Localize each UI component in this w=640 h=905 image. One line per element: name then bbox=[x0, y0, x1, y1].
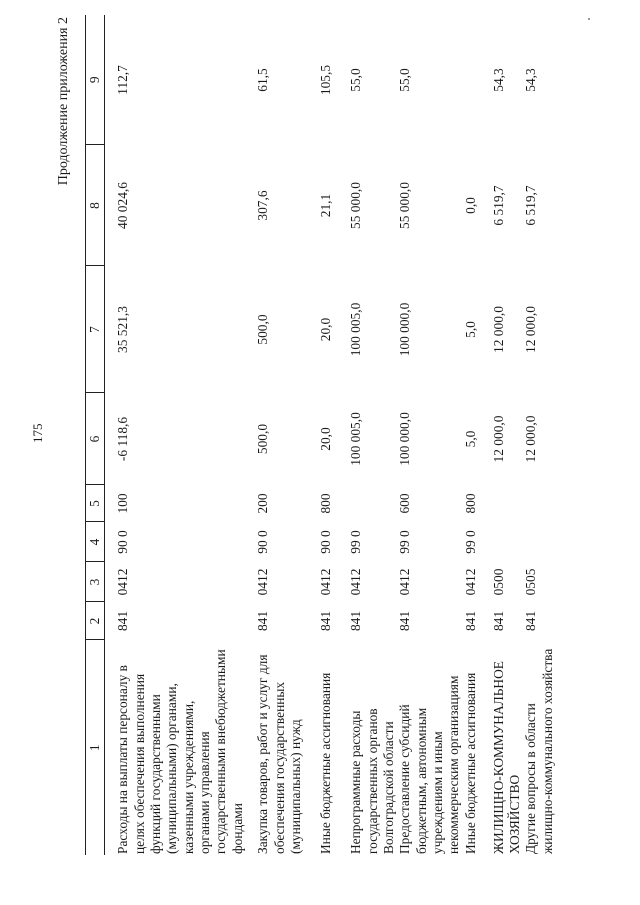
cell-col3: 0500 bbox=[490, 568, 506, 596]
cell-col6: 5,0 bbox=[462, 430, 478, 448]
row-name: Расходы на выплаты персоналу в целях обеспечения выполнения функций государственными (муниципальными) органами, казенными учреждениями, органами управления государственными внебюджетными фондами bbox=[115, 649, 245, 854]
budget-table bbox=[85, 15, 563, 855]
cell-col7: 12 000,0 bbox=[490, 306, 506, 353]
cell-col5: 100 bbox=[115, 493, 131, 514]
cell-col3: 0412 bbox=[318, 568, 334, 596]
cell-col8: 307,6 bbox=[255, 190, 271, 221]
cell-col9: 54,3 bbox=[490, 68, 506, 92]
cell-col3: 0412 bbox=[115, 568, 131, 596]
cell-col5: 200 bbox=[255, 493, 271, 514]
cell-col4 bbox=[523, 522, 563, 562]
cell-col9: 55,0 bbox=[397, 68, 413, 92]
cell-col2: 841 bbox=[255, 610, 271, 632]
cell-col6: 12 000,0 bbox=[490, 415, 506, 463]
cell-col8: 21,1 bbox=[318, 193, 334, 218]
cell-col2: 841 bbox=[397, 610, 413, 632]
cell-col7: 100 000,0 bbox=[397, 302, 413, 357]
table-row bbox=[348, 15, 397, 855]
cell-col7: 5,0 bbox=[462, 321, 478, 338]
cell-col9 bbox=[463, 15, 491, 145]
row-name: Непрограммные расходы государственных органов Волгоградской области bbox=[348, 708, 397, 854]
cell-col8: 0,0 bbox=[462, 197, 478, 214]
header-row bbox=[86, 15, 105, 855]
cell-col8: 55 000,0 bbox=[397, 182, 413, 229]
table-row bbox=[463, 15, 491, 855]
cell-col3: 0412 bbox=[397, 568, 413, 596]
cell-col4: 99 0 bbox=[397, 530, 413, 554]
cell-col6: 100 000,0 bbox=[397, 412, 413, 466]
cell-col9: 105,5 bbox=[318, 64, 334, 96]
cell-col8: 55 000,0 bbox=[348, 182, 364, 229]
cell-col2: 841 bbox=[115, 610, 131, 632]
col-header-3: 3 bbox=[86, 562, 105, 602]
col-header-9: 9 bbox=[86, 15, 105, 145]
cell-col2: 841 bbox=[348, 610, 364, 632]
cell-col7: 100 005,0 bbox=[348, 302, 364, 357]
cell-col4: 90 0 bbox=[115, 530, 131, 554]
col-header-2: 2 bbox=[86, 602, 105, 640]
col-header-8: 8 bbox=[86, 145, 105, 266]
cell-col7: 20,0 bbox=[318, 317, 334, 342]
cell-col2: 841 bbox=[490, 610, 506, 632]
cell-col5 bbox=[348, 485, 397, 522]
cell-col6: 12 000,0 bbox=[523, 415, 539, 463]
cell-col8: 6 519,7 bbox=[523, 185, 539, 226]
cell-col2: 841 bbox=[318, 610, 334, 632]
scan-speck bbox=[588, 18, 590, 20]
cell-col7: 12 000,0 bbox=[523, 306, 539, 353]
row-name: Закупка товаров, работ и услуг для обеспечения государственных (муниципальных) нужд bbox=[255, 654, 304, 854]
col-header-4: 4 bbox=[86, 522, 105, 562]
row-name: Иные бюджетные ассигнования bbox=[462, 672, 478, 854]
table-row bbox=[397, 15, 462, 855]
cell-col4: 99 0 bbox=[348, 530, 364, 554]
cell-col9: 112,7 bbox=[115, 65, 131, 95]
cell-col2: 841 bbox=[462, 610, 478, 632]
table-row bbox=[318, 15, 348, 855]
continuation-caption: Продолжение приложения 2 bbox=[56, 17, 71, 186]
row-name: Другие вопросы в области жилищно-коммунального хозяйства bbox=[523, 648, 555, 854]
cell-col4: 90 0 bbox=[318, 530, 334, 554]
cell-col8: 40 024,6 bbox=[115, 182, 131, 229]
cell-col9: 55,0 bbox=[348, 68, 364, 92]
cell-col2: 841 bbox=[523, 610, 539, 632]
cell-col4: 90 0 bbox=[255, 530, 271, 554]
table-row bbox=[491, 15, 524, 855]
cell-col5 bbox=[491, 485, 524, 522]
table-row bbox=[523, 15, 563, 855]
cell-col4: 99 0 bbox=[462, 530, 478, 554]
cell-col3: 0412 bbox=[255, 568, 271, 596]
cell-col6: 500,0 bbox=[255, 423, 271, 455]
col-header-6: 6 bbox=[86, 393, 105, 485]
cell-col6: 20,0 bbox=[318, 427, 334, 451]
cell-col5 bbox=[523, 485, 563, 522]
cell-col4 bbox=[491, 522, 524, 562]
col-header-5: 5 bbox=[86, 485, 105, 522]
cell-col3: 0412 bbox=[462, 568, 478, 596]
row-name: ЖИЛИЩНО-КОММУНАЛЬНОЕ ХОЗЯЙСТВО bbox=[490, 661, 523, 854]
col-header-7: 7 bbox=[86, 266, 105, 393]
cell-col5: 800 bbox=[318, 493, 334, 514]
cell-col5: 600 bbox=[397, 493, 413, 514]
row-name: Иные бюджетные ассигнования bbox=[318, 672, 334, 854]
cell-col6: 100 005,0 bbox=[348, 412, 364, 466]
cell-col5: 800 bbox=[462, 493, 478, 514]
row-name: Предоставление субсидий бюджетным, автономным учреждениям и иным некоммерческим организациям bbox=[397, 675, 462, 854]
col-header-1: 1 bbox=[86, 640, 105, 855]
cell-col9: 54,3 bbox=[523, 68, 539, 92]
cell-col6: -6 118,6 bbox=[115, 416, 131, 462]
cell-col9: 61,5 bbox=[255, 68, 271, 92]
cell-col8: 6 519,7 bbox=[490, 185, 506, 226]
page-number: 175 bbox=[30, 423, 45, 443]
cell-col7: 500,0 bbox=[255, 314, 271, 345]
table-row bbox=[105, 15, 256, 855]
table-row bbox=[255, 15, 318, 855]
cell-col3: 0412 bbox=[348, 568, 364, 596]
cell-col7: 35 521,3 bbox=[115, 306, 131, 353]
cell-col3: 0505 bbox=[523, 568, 539, 596]
